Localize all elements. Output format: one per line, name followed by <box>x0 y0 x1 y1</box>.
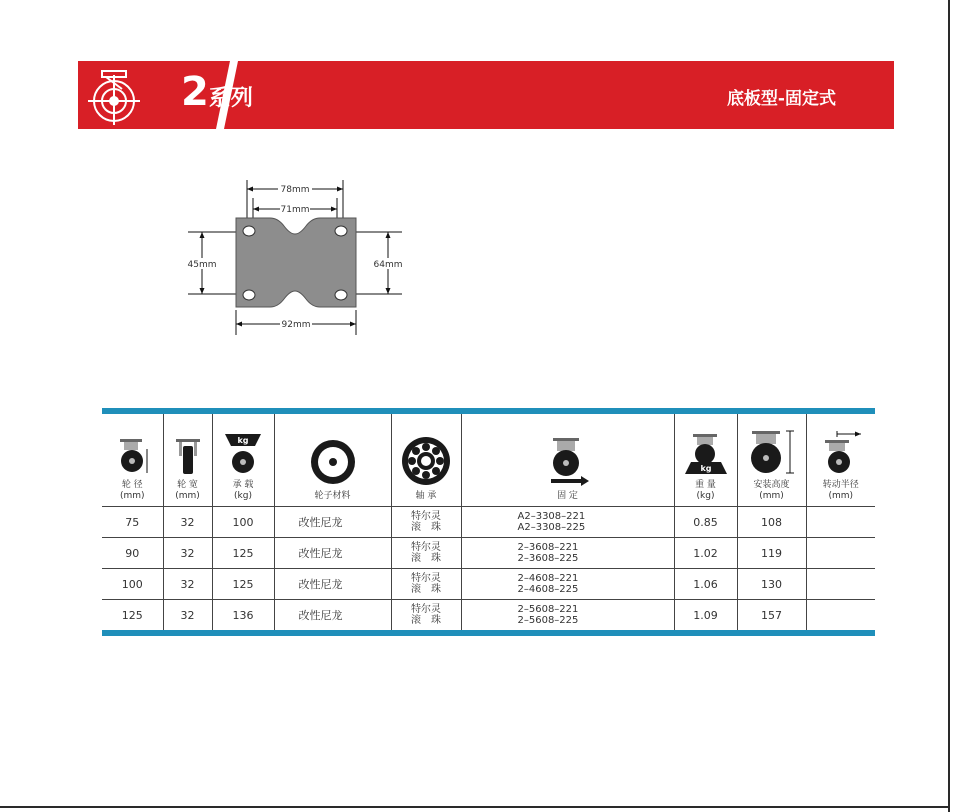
cell-diameter: 90 <box>102 538 163 569</box>
model-line-1: 2–4608–221 <box>517 573 579 584</box>
cell-width: 32 <box>163 569 212 600</box>
bearing-line-2: 滚 珠 <box>411 522 441 533</box>
cell-diameter: 100 <box>102 569 163 600</box>
header-unit-8: (mm) <box>759 491 784 501</box>
cell-height: 130 <box>737 569 806 600</box>
bottom-width-label: 92mm <box>281 320 311 330</box>
wheel-material-icon <box>308 437 358 487</box>
cell-width: 32 <box>163 600 212 631</box>
header-fixed-model <box>461 414 674 507</box>
header-label-3: 承 载 <box>232 480 254 490</box>
bearing-line-1: 特尔灵 <box>411 573 441 584</box>
wheel-width-icon <box>173 436 203 476</box>
header-caster-weight <box>674 414 737 507</box>
caster-logo-icon <box>82 63 152 127</box>
model-line-2: 2–3608–225 <box>517 553 579 564</box>
cell-weight: 1.06 <box>674 569 737 600</box>
cell-diameter: 125 <box>102 600 163 631</box>
cell-width: 32 <box>163 507 212 538</box>
model-line-1: 2–3608–221 <box>517 542 579 553</box>
load-icon-text: kg <box>237 436 249 445</box>
cell-material: 改性尼龙 <box>274 600 391 631</box>
header-bearing <box>391 414 461 507</box>
cell-radius <box>806 600 875 631</box>
cell-material: 改性尼龙 <box>274 538 391 569</box>
spec-table <box>102 408 875 636</box>
series-title <box>181 69 253 115</box>
cell-radius <box>806 569 875 600</box>
caster-wheel-icon <box>112 436 152 476</box>
header-label-7: 重 量 <box>695 480 716 490</box>
header-unit-9: (mm) <box>828 491 854 501</box>
fixed-caster-icon <box>543 435 593 487</box>
bearing-line-2: 滚 珠 <box>411 584 441 595</box>
series-header-banner <box>78 61 894 129</box>
load-weight-icon <box>221 432 265 476</box>
cell-height: 108 <box>737 507 806 538</box>
cell-height: 119 <box>737 538 806 569</box>
header-label-9: 转动半径 <box>822 480 859 490</box>
model-line-1: A2–3308–221 <box>517 511 586 522</box>
swivel-radius-icon <box>817 430 865 476</box>
cell-bearing <box>391 538 461 569</box>
cell-diameter: 75 <box>102 507 163 538</box>
cell-weight: 1.02 <box>674 538 737 569</box>
table-bottom-bar <box>102 630 875 636</box>
mount-type-label: 底板型-固定式 <box>726 89 836 109</box>
mount-height-icon <box>746 428 798 476</box>
table-row <box>102 507 875 538</box>
model-line-2: 2–5608–225 <box>517 615 579 626</box>
model-line-1: 2–5608–221 <box>517 604 579 615</box>
header-mount-height <box>737 414 806 507</box>
header-unit-1: (mm) <box>119 491 145 501</box>
model-line-2: 2–4608–225 <box>517 584 579 595</box>
model-line-2: A2–3308–225 <box>517 522 586 533</box>
cell-model <box>461 507 674 538</box>
cell-load: 136 <box>212 600 274 631</box>
header-load-capacity <box>212 414 274 507</box>
cell-material: 改性尼龙 <box>274 507 391 538</box>
header-label-6: 固 定 <box>557 491 578 501</box>
cell-load: 125 <box>212 569 274 600</box>
table-header-row <box>102 414 875 507</box>
header-label-2: 轮 宽 <box>177 480 198 490</box>
cell-model <box>461 600 674 631</box>
header-label-4: 轮子材料 <box>314 491 351 501</box>
cell-load: 100 <box>212 507 274 538</box>
right-height-label: 64mm <box>373 260 403 270</box>
bearing-line-1: 特尔灵 <box>411 511 441 522</box>
header-label-1: 轮 径 <box>121 480 143 490</box>
cell-bearing <box>391 569 461 600</box>
page-border-right <box>948 0 950 812</box>
cell-bearing <box>391 600 461 631</box>
cell-load: 125 <box>212 538 274 569</box>
header-wheel-material <box>274 414 391 507</box>
caster-weight-icon <box>683 432 729 476</box>
header-swivel-radius <box>806 414 875 507</box>
table-row <box>102 569 875 600</box>
table-row <box>102 600 875 631</box>
header-unit-7: (kg) <box>696 491 715 501</box>
series-number: 2 <box>181 69 209 115</box>
cell-radius <box>806 507 875 538</box>
cell-model <box>461 569 674 600</box>
cell-model <box>461 538 674 569</box>
header-wheel-width <box>163 414 212 507</box>
inner-width-label: 71mm <box>280 205 310 215</box>
weight-icon-text: kg <box>699 464 712 473</box>
cell-width: 32 <box>163 538 212 569</box>
cell-height: 157 <box>737 600 806 631</box>
header-unit-2: (mm) <box>175 491 200 501</box>
outer-width-label: 78mm <box>280 185 310 195</box>
spec-table-grid <box>102 414 875 630</box>
header-unit-3: (kg) <box>234 491 252 501</box>
header-label-5: 轴 承 <box>415 491 437 501</box>
bearing-line-2: 滚 珠 <box>411 615 441 626</box>
bearing-line-1: 特尔灵 <box>411 542 441 553</box>
header-label-8: 安装高度 <box>753 480 790 490</box>
cell-weight: 0.85 <box>674 507 737 538</box>
table-row <box>102 538 875 569</box>
bearing-line-1: 特尔灵 <box>411 604 441 615</box>
top-plate-diagram <box>180 170 420 340</box>
page-border-bottom <box>0 806 950 808</box>
series-label: 系列 <box>208 86 253 111</box>
cell-radius <box>806 538 875 569</box>
left-height-label: 45mm <box>187 260 217 270</box>
cell-material: 改性尼龙 <box>274 569 391 600</box>
header-wheel-diameter <box>102 414 163 507</box>
cell-weight: 1.09 <box>674 600 737 631</box>
bearing-line-2: 滚 珠 <box>411 553 441 564</box>
bearing-icon <box>400 435 452 487</box>
cell-bearing <box>391 507 461 538</box>
